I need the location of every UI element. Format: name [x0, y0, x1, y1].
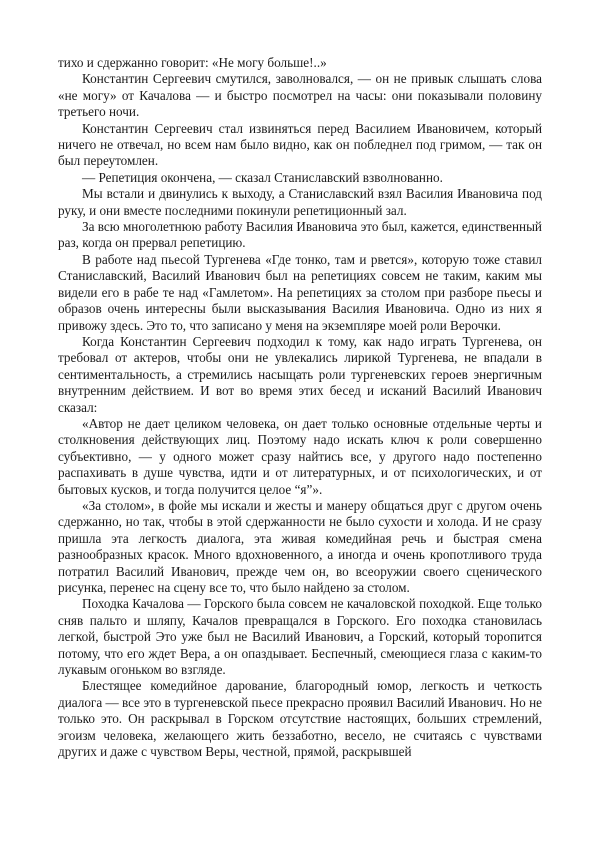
- paragraph-1: тихо и сдержанно говорит: «Не могу больше!..»: [58, 55, 327, 70]
- paragraph-5: Мы встали и двинулись к выходу, а Станиславский взял Василия Ивановича под руку, и они вместе последними покинули репетиционный зал.: [58, 186, 542, 218]
- paragraph-3: Константин Сергеевич стал извиняться перед Василием Ивановичем, который ничего не отвечал, но всем нам было видно, как он побледнел под гримом, — так он был переутомлен.: [58, 120, 542, 169]
- paragraph-6: За всю многолетнюю работу Василия Ивановича это был, кажется, единственный раз, когда он прервал репетицию.: [58, 219, 542, 251]
- paragraph-11: Походка Качалова — Горского была совсем не качаловской походкой. Еще только сняв пальто и шляпу, Качалов превращался в Горского. Его походка становилась легкой, быстрой Это уже был не Василий Иванович, а Горский, который торопится потому, что его ждет Вера, а он опаздывает. Беспечный, смеющиеся глаза с каким-то лукавым огоньком во взгляде.: [58, 596, 542, 678]
- paragraph-2: Константин Сергеевич смутился, заволновался, — он не привык слышать слова «не могу» от Качалова — и быстро посмотрел на часы: они показывали половину третьего ночи.: [58, 71, 542, 120]
- paragraph-4: — Репетиция окончена, — сказал Станиславский взволнованно.: [82, 169, 443, 185]
- document-page: [58, 55, 542, 760]
- paragraph-8: Когда Константин Сергеевич подходил к тому, как надо играть Тургенева, он требовал от актеров, чтобы они не увлекались лирикой Тургенева, не впадали в сентиментальность, а стремились насыщать роли тургеневских героев энергичным внутренним действием. И вот во время этих бесед и исканий Василий Иванович сказал:: [58, 333, 542, 415]
- paragraph-12: Блестящее комедийное дарование, благородный юмор, легкость и четкость диалога — все это в тургеневской пьесе прекрасно проявил Василий Иванович. Но не только это. Он раскрывал в Горском отсутствие настоящих, больших стремлений, эгоизм человека, желающего жить беззаботно, весело, не считаясь с чувствами других и даже с чувством Веры, честной, прямой, раскрывшей: [58, 678, 542, 760]
- paragraph-10: «За столом», в фойе мы искали и жесты и манеру общаться друг с другом очень сдержанно, но так, чтобы в этой сдержанности не было сухости и холода. И не сразу пришла эта легкость диалога, эта живая комедийная речь и быстрая смена разнообразных красок. Много вдохновенного, а иногда и очень кропотливого труда потратил Василий Иванович, прежде чем он, во всеоружии своего сценического рисунка, перенес на сцену все то, что было найдено за столом.: [58, 497, 542, 595]
- paragraph-7: В работе над пьесой Тургенева «Где тонко, там и рвется», которую тоже ставил Станиславский, Василий Иванович был на репетициях совсем не таким, каким мы видели его в рабе те над «Гамлетом». На репетициях за столом при разборе пьесы и образов очень интересны были высказывания Василия Ивановича. Одно из них я привожу здесь. Это то, что записано у меня на экземпляре моей роли Верочки.: [58, 251, 542, 333]
- paragraph-9: «Автор не дает целиком человека, он дает только основные отдельные черты и столкновения действующих лиц. Поэтому надо искать ключ к роли совершенно субъективно, — у одного может сразу найтись все, у другого надо постепенно распахивать в душе чувства, идти и от литературных, и от психологических, и от бытовых кусков, и тогда получится целое “я”».: [58, 415, 542, 497]
